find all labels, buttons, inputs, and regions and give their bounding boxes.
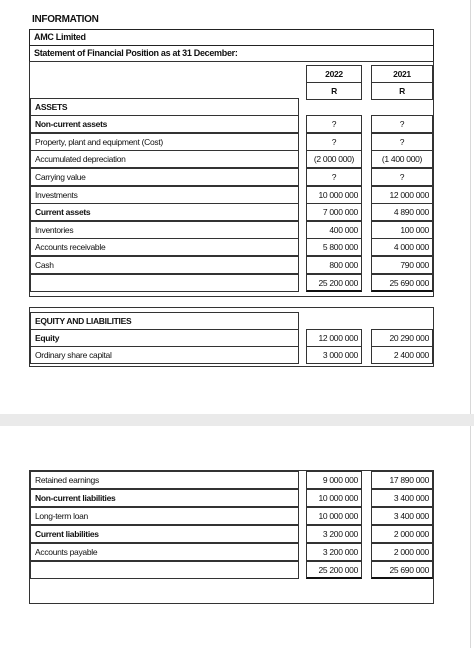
value-2021: (1 400 000) [371,150,433,168]
table-row [0,329,474,347]
row-label: Ordinary share capital [30,346,299,364]
table-row [0,186,474,204]
company-name: AMC Limited [34,32,86,42]
row-label: Equity [30,329,299,347]
row-label: Investments [30,186,299,204]
value-2022: 12 000 000 [306,329,362,347]
liabilities-total-2021: 25 690 000 [371,561,433,579]
row-label: Accounts receivable [30,238,299,256]
table-row [0,221,474,239]
value-2021: ? [371,115,433,133]
value-2022: (2 000 000) [306,150,362,168]
currency-2022: R [306,82,362,100]
row-label: Cash [30,256,299,274]
row-label: Accounts payable [30,543,299,561]
table-row [0,203,474,221]
value-2022: 3 200 000 [306,525,362,543]
table-row [0,238,474,256]
value-2022: ? [306,115,362,133]
page-break [0,414,474,426]
value-2022: 3 200 000 [306,543,362,561]
value-2022: ? [306,133,362,151]
value-2022: 10 000 000 [306,489,362,507]
value-2021: 3 400 000 [371,507,433,525]
row-label: Accumulated depreciation [30,150,299,168]
table-row [0,543,474,561]
row-label: Current liabilities [30,525,299,543]
equity-heading: EQUITY AND LIABILITIES [30,312,299,330]
table-row [0,507,474,525]
assets-heading-row [0,98,474,116]
liabilities-total-2022: 25 200 000 [306,561,362,579]
value-2022: 400 000 [306,221,362,239]
value-2022: 10 000 000 [306,186,362,204]
value-2021: 2 400 000 [371,346,433,364]
value-2021: 2 000 000 [371,543,433,561]
value-2022: 3 000 000 [306,346,362,364]
page-edge [470,426,471,648]
value-2022: 5 800 000 [306,238,362,256]
value-2022: ? [306,168,362,186]
company-name-box [29,29,434,46]
value-2021: 790 000 [371,256,433,274]
value-2021: 17 890 000 [371,471,433,489]
row-label: Inventories [30,221,299,239]
row-label: Carrying value [30,168,299,186]
row-label: Non-current liabilities [30,489,299,507]
year-header-row [0,65,474,83]
year-2021-header: 2021 [371,65,433,83]
value-2022: 800 000 [306,256,362,274]
table-row [0,115,474,133]
value-2022: 7 000 000 [306,203,362,221]
value-2022: 10 000 000 [306,507,362,525]
table-row [0,256,474,274]
value-2021: 12 000 000 [371,186,433,204]
assets-total-2021: 25 690 000 [371,274,433,292]
row-label: Current assets [30,203,299,221]
page-edge [470,0,471,414]
year-2022-header: 2022 [306,65,362,83]
row-label: Long-term loan [30,507,299,525]
currency-2021: R [371,82,433,100]
assets-total-2022: 25 200 000 [306,274,362,292]
row-label-empty [30,274,299,292]
document-page-2 [0,426,474,648]
table-row [0,489,474,507]
table-row [0,525,474,543]
table-row [0,471,474,489]
row-label: Non-current assets [30,115,299,133]
value-2021: 2 000 000 [371,525,433,543]
row-label: Retained earnings [30,471,299,489]
statement-title-box [29,45,434,62]
info-heading: INFORMATION [32,14,99,25]
liabilities-total-row [0,561,474,579]
value-2021: ? [371,168,433,186]
table-row [0,168,474,186]
value-2021: 4 000 000 [371,238,433,256]
row-label: Property, plant and equipment (Cost) [30,133,299,151]
value-2021: 20 290 000 [371,329,433,347]
table-row [0,133,474,151]
assets-heading: ASSETS [30,98,299,116]
value-2022: 9 000 000 [306,471,362,489]
statement-title: Statement of Financial Position as at 31 December: [34,48,238,58]
value-2021: 4 890 000 [371,203,433,221]
equity-heading-row [0,312,474,330]
value-2021: ? [371,133,433,151]
table-row [0,346,474,364]
value-2021: 100 000 [371,221,433,239]
table-row [0,150,474,168]
assets-total-row [0,274,474,292]
value-2021: 3 400 000 [371,489,433,507]
